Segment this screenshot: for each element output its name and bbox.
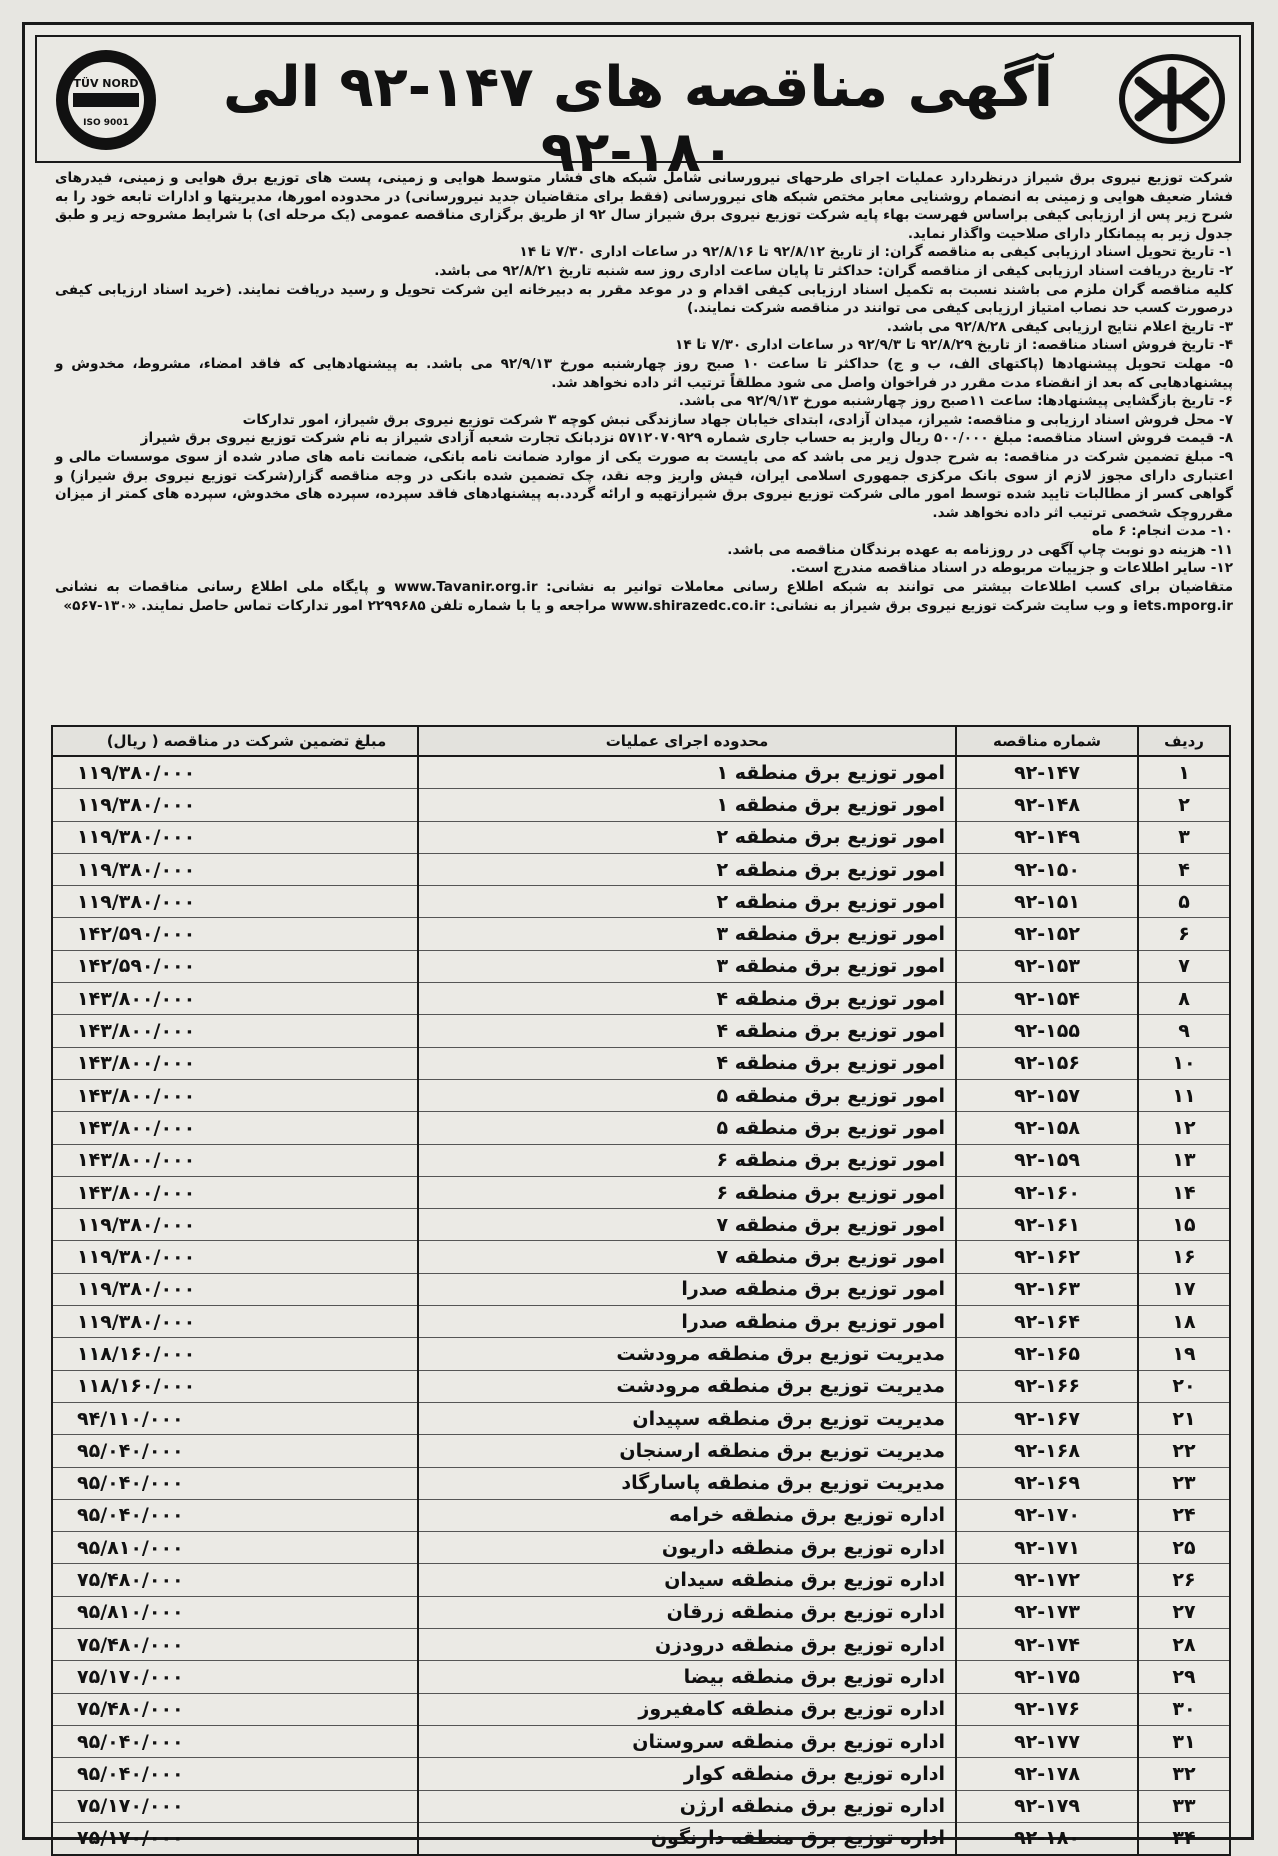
operation-area-cell: اداره توزیع برق منطقه درودزن: [418, 1629, 956, 1661]
row-number-cell: ۳۳: [1138, 1790, 1230, 1822]
row-number-cell: ۲۶: [1138, 1564, 1230, 1596]
table-row: [52, 821, 1230, 853]
operation-area-cell: امور توزیع برق منطقه ۱: [418, 756, 956, 789]
row-number-cell: ۱۹: [1138, 1338, 1230, 1370]
operation-area-cell: امور توزیع برق منطقه ۷: [418, 1241, 956, 1273]
operation-area-cell: امور توزیع برق منطقه صدرا: [418, 1306, 956, 1338]
guarantee-amount-cell: ۹۵/۸۱۰/۰۰۰: [52, 1532, 418, 1564]
tender-table: [51, 725, 1231, 1856]
operation-area-cell: امور توزیع برق منطقه ۶: [418, 1144, 956, 1176]
guarantee-amount-cell: ۱۱۹/۳۸۰/۰۰۰: [52, 853, 418, 885]
tender-number-cell: ۹۲-۱۴۹: [956, 821, 1138, 853]
operation-area-cell: امور توزیع برق منطقه ۴: [418, 983, 956, 1015]
intro-paragraph: شرکت توزیع نیروی برق شیراز درنظردارد عملیات اجرای طرحهای نیرورسانی شامل شبکه های فشار متوسط هوایی و زمینی، پست های توزیع برق هوایی و زمینی، فیدرهای فشار ضعیف هوایی و زمینی به انضمام روشنایی معابر مختص شبکه های نیرورسانی (فقط برای متقاضیان جدید نیرورسانی) در محدوده امورها، مدیریتها و ادارات تابعه خود را به شرح زیر پس از ارزیابی کیفی براساس فهرست بهاء پایه شرکت توزیع نیروی برق شیراز سال ۹۲ از طریق برگزاری مناقصه عمومی (یک مرحله ای) با شرایط مشروحه زیر و طبق جدول زیر به پیمانکار دارای صلاحیت واگذار نماید.: [55, 170, 1234, 242]
table-row: [52, 886, 1230, 918]
row-number-cell: ۹: [1138, 1015, 1230, 1047]
operation-area-cell: امور توزیع برق منطقه صدرا: [418, 1273, 956, 1305]
row-number-cell: ۲۰: [1138, 1370, 1230, 1402]
row-number-cell: ۲۱: [1138, 1402, 1230, 1434]
guarantee-amount-cell: ۱۴۳/۸۰۰/۰۰۰: [52, 983, 418, 1015]
operation-area-cell: امور توزیع برق منطقه ۴: [418, 1015, 956, 1047]
operation-area-cell: اداره توزیع برق منطقه بیضا: [418, 1661, 956, 1693]
condition-9: ۹- مبلغ تضمین شرکت در مناقصه: به شرح جدول زیر می باشد که می بایست به صورت یکی از موارد ضمانت نامه بانکی، ضمانت نامه های صادر شده از سوی موسسات مالی و اعتباری دارای مجوز لازم از سوی بانک مرکزی جمهوری اسلامی ایران، فیش واریز وجه نقد، چک تضمین شده بانکی در وجه مناقصه گزار(شرکت توزیع نیروی برق شیراز) و گواهی کسر از مطالبات تایید شده توسط امور مالی شرکت توزیع نیروی برق شیرازتهیه و ارائه گردد.به پیشنهادهای فاقد سپرده، سپرده های مخدوش، سپرده های کمتر از میزان مقرروچک شخصی ترتیب اثر داده نخواهد شد.: [55, 448, 1233, 521]
condition-6: ۶- تاریخ بازگشایی پیشنهادها: ساعت ۱۱صبح روز چهارشنبه مورخ ۹۲/۹/۱۳ می باشد.: [678, 393, 1233, 410]
guarantee-amount-cell: ۷۵/۴۸۰/۰۰۰: [52, 1564, 418, 1596]
tender-number-cell: ۹۲-۱۴۸: [956, 789, 1138, 821]
logo-brand-text: TÜV NORD: [73, 77, 139, 90]
tender-number-cell: ۹۲-۱۶۱: [956, 1209, 1138, 1241]
tender-number-cell: ۹۲-۱۷۶: [956, 1693, 1138, 1725]
tender-number-cell: ۹۲-۱۷۸: [956, 1758, 1138, 1790]
row-number-cell: ۸: [1138, 983, 1230, 1015]
tender-number-cell: ۹۲-۱۷۴: [956, 1629, 1138, 1661]
condition-2-note: کلیه مناقصه گران ملزم می باشند نسبت به تکمیل اسناد ارزیابی کیفی اقدام و در موعد مقرر به دبیرخانه این شرکت تحویل و رسید دریافت نمایند. (خرید اسناد ارزیابی کیفی درصورت کسب حد نصاب امتیاز ارزیابی کیفی می توانند در مناقصه شرکت نمایند.): [55, 281, 1233, 317]
table-row: [52, 853, 1230, 885]
operation-area-cell: مدیریت توزیع برق منطقه سپیدان: [418, 1402, 956, 1434]
operation-area-cell: امور توزیع برق منطقه ۲: [418, 886, 956, 918]
row-number-cell: ۳۴: [1138, 1822, 1230, 1855]
operation-area-cell: مدیریت توزیع برق منطقه پاسارگاد: [418, 1467, 956, 1499]
tender-number-cell: ۹۲-۱۶۲: [956, 1241, 1138, 1273]
guarantee-amount-cell: ۱۱۹/۳۸۰/۰۰۰: [52, 886, 418, 918]
tender-number-cell: ۹۲-۱۷۹: [956, 1790, 1138, 1822]
guarantee-amount-cell: ۱۴۳/۸۰۰/۰۰۰: [52, 1047, 418, 1079]
guarantee-amount-cell: ۱۱۹/۳۸۰/۰۰۰: [52, 1241, 418, 1273]
tender-number-cell: ۹۲-۱۵۱: [956, 886, 1138, 918]
tender-number-cell: ۹۲-۱۶۸: [956, 1435, 1138, 1467]
condition-11: ۱۱- هزینه دو نوبت چاپ آگهی در روزنامه به عهده برندگان مناقصه می باشد.: [727, 541, 1233, 558]
table-row: [52, 1402, 1230, 1434]
operation-area-cell: اداره توزیع برق منطقه داریون: [418, 1532, 956, 1564]
condition-7: ۷- محل فروش اسناد ارزیابی و مناقصه: شیراز، میدان آزادی، ابتدای خیابان جهاد سازندگی نبش کوچه ۳ شرکت توزیع نیروی برق شیراز، امور تدارکات: [242, 411, 1233, 428]
page-title: آگهی مناقصه های ۱۴۷-۹۲ الی ۱۸۰-۹۲: [223, 55, 1053, 185]
guarantee-amount-cell: ۱۱۸/۱۶۰/۰۰۰: [52, 1338, 418, 1370]
table-row: [52, 1241, 1230, 1273]
operation-area-cell: اداره توزیع برق منطقه سروستان: [418, 1725, 956, 1757]
tender-number-cell: ۹۲-۱۷۲: [956, 1564, 1138, 1596]
row-number-cell: ۱۲: [1138, 1112, 1230, 1144]
condition-3: ۳- تاریخ اعلام نتایج ارزیابی کیفی ۹۲/۸/۲۸ می باشد.: [886, 318, 1233, 335]
guarantee-amount-cell: ۷۵/۴۸۰/۰۰۰: [52, 1629, 418, 1661]
row-number-cell: ۱: [1138, 756, 1230, 789]
tender-number-cell: ۹۲-۱۷۵: [956, 1661, 1138, 1693]
operation-area-cell: اداره توزیع برق منطقه ارژن: [418, 1790, 956, 1822]
tender-number-cell: ۹۲-۱۵۰: [956, 853, 1138, 885]
table-row: [52, 1370, 1230, 1402]
header-guarantee-amount: مبلغ تضمین شرکت در مناقصه ( ریال): [52, 726, 418, 756]
row-number-cell: ۱۸: [1138, 1306, 1230, 1338]
table-row: [52, 1338, 1230, 1370]
guarantee-amount-cell: ۱۴۳/۸۰۰/۰۰۰: [52, 1144, 418, 1176]
table-row: [52, 950, 1230, 982]
operation-area-cell: اداره توزیع برق منطقه زرقان: [418, 1596, 956, 1628]
row-number-cell: ۳۰: [1138, 1693, 1230, 1725]
table-row: [52, 1047, 1230, 1079]
title-bar: [35, 35, 1241, 185]
table-row: [52, 1725, 1230, 1757]
tender-number-cell: ۹۲-۱۶۳: [956, 1273, 1138, 1305]
row-number-cell: ۷: [1138, 950, 1230, 982]
tuv-nord-iso-logo: [53, 47, 159, 153]
guarantee-amount-cell: ۷۵/۱۷۰/۰۰۰: [52, 1822, 418, 1855]
row-number-cell: ۱۵: [1138, 1209, 1230, 1241]
guarantee-amount-cell: ۹۵/۰۴۰/۰۰۰: [52, 1758, 418, 1790]
table-row: [52, 918, 1230, 950]
tender-number-cell: ۹۲-۱۵۸: [956, 1112, 1138, 1144]
guarantee-amount-cell: ۹۵/۰۴۰/۰۰۰: [52, 1499, 418, 1531]
tender-number-cell: ۹۲-۱۵۴: [956, 983, 1138, 1015]
notice-body: [55, 169, 1233, 615]
guarantee-amount-cell: ۱۴۲/۵۹۰/۰۰۰: [52, 950, 418, 982]
guarantee-amount-cell: ۱۱۹/۳۸۰/۰۰۰: [52, 1209, 418, 1241]
row-number-cell: ۱۳: [1138, 1144, 1230, 1176]
table-row: [52, 1015, 1230, 1047]
table-row: [52, 1209, 1230, 1241]
operation-area-cell: اداره توزیع برق منطقه خرامه: [418, 1499, 956, 1531]
guarantee-amount-cell: ۱۱۸/۱۶۰/۰۰۰: [52, 1370, 418, 1402]
logo-cert-text: ISO 9001: [83, 118, 129, 128]
guarantee-amount-cell: ۹۵/۰۴۰/۰۰۰: [52, 1435, 418, 1467]
table-row: [52, 1273, 1230, 1305]
tender-number-cell: ۹۲-۱۵۲: [956, 918, 1138, 950]
guarantee-amount-cell: ۱۴۲/۵۹۰/۰۰۰: [52, 918, 418, 950]
operation-area-cell: مدیریت توزیع برق منطقه مرودشت: [418, 1370, 956, 1402]
row-number-cell: ۵: [1138, 886, 1230, 918]
operation-area-cell: امور توزیع برق منطقه ۳: [418, 950, 956, 982]
row-number-cell: ۲۲: [1138, 1435, 1230, 1467]
header-operation-area: محدوده اجرای عملیات: [418, 726, 956, 756]
tender-number-cell: ۹۲-۱۵۳: [956, 950, 1138, 982]
operation-area-cell: اداره توزیع برق منطقه کامفیروز: [418, 1693, 956, 1725]
operation-area-cell: امور توزیع برق منطقه ۳: [418, 918, 956, 950]
guarantee-amount-cell: ۱۱۹/۳۸۰/۰۰۰: [52, 1273, 418, 1305]
row-number-cell: ۲۹: [1138, 1661, 1230, 1693]
guarantee-amount-cell: ۷۵/۱۷۰/۰۰۰: [52, 1790, 418, 1822]
guarantee-amount-cell: ۱۱۹/۳۸۰/۰۰۰: [52, 756, 418, 789]
row-number-cell: ۲: [1138, 789, 1230, 821]
row-number-cell: ۱۰: [1138, 1047, 1230, 1079]
table-row: [52, 1467, 1230, 1499]
row-number-cell: ۱۶: [1138, 1241, 1230, 1273]
condition-2: ۲- تاریخ دریافت اسناد ارزیابی کیفی از مناقصه گران: حداکثر تا پایان ساعت اداری روز سه شنبه تاریخ ۹۲/۸/۲۱ می باشد.: [434, 262, 1233, 279]
table-row: [52, 1661, 1230, 1693]
condition-12: ۱۲- سایر اطلاعات و جزییات مربوطه در اسناد مناقصه مندرج است.: [790, 560, 1233, 577]
tender-number-cell: ۹۲-۱۵۶: [956, 1047, 1138, 1079]
header-tender-number: شماره مناقصه: [956, 726, 1138, 756]
operation-area-cell: مدیریت توزیع برق منطقه مرودشت: [418, 1338, 956, 1370]
table-row: [52, 1693, 1230, 1725]
row-number-cell: ۱۱: [1138, 1079, 1230, 1111]
tavanir-logo: [1117, 51, 1227, 147]
table-row: [52, 1435, 1230, 1467]
operation-area-cell: امور توزیع برق منطقه ۲: [418, 853, 956, 885]
row-number-cell: ۳: [1138, 821, 1230, 853]
operation-area-cell: اداره توزیع برق منطقه سیدان: [418, 1564, 956, 1596]
tender-number-cell: ۹۲-۱۷۱: [956, 1532, 1138, 1564]
operation-area-cell: امور توزیع برق منطقه ۱: [418, 789, 956, 821]
table-row: [52, 1499, 1230, 1531]
table-row: [52, 1306, 1230, 1338]
table-row: [52, 1176, 1230, 1208]
tender-number-cell: ۹۲-۱۵۷: [956, 1079, 1138, 1111]
tender-number-cell: ۹۲-۱۷۰: [956, 1499, 1138, 1531]
operation-area-cell: مدیریت توزیع برق منطقه ارسنجان: [418, 1435, 956, 1467]
tender-number-cell: ۹۲-۱۷۷: [956, 1725, 1138, 1757]
operation-area-cell: اداره توزیع برق منطقه دارنگون: [418, 1822, 956, 1855]
row-number-cell: ۶: [1138, 918, 1230, 950]
tender-number-cell: ۹۲-۱۶۶: [956, 1370, 1138, 1402]
guarantee-amount-cell: ۹۵/۰۴۰/۰۰۰: [52, 1467, 418, 1499]
table-body: [52, 756, 1230, 1855]
operation-area-cell: امور توزیع برق منطقه ۵: [418, 1079, 956, 1111]
guarantee-amount-cell: ۱۱۹/۳۸۰/۰۰۰: [52, 1306, 418, 1338]
operation-area-cell: امور توزیع برق منطقه ۵: [418, 1112, 956, 1144]
row-number-cell: ۲۴: [1138, 1499, 1230, 1531]
tender-number-cell: ۹۲-۱۸۰: [956, 1822, 1138, 1855]
guarantee-amount-cell: ۷۵/۱۷۰/۰۰۰: [52, 1661, 418, 1693]
table-row: [52, 1790, 1230, 1822]
condition-10: ۱۰- مدت انجام: ۶ ماه: [1091, 523, 1233, 540]
guarantee-amount-cell: ۱۴۳/۸۰۰/۰۰۰: [52, 1176, 418, 1208]
guarantee-amount-cell: ۱۱۹/۳۸۰/۰۰۰: [52, 789, 418, 821]
guarantee-amount-cell: ۹۴/۱۱۰/۰۰۰: [52, 1402, 418, 1434]
operation-area-cell: امور توزیع برق منطقه ۷: [418, 1209, 956, 1241]
row-number-cell: ۳۱: [1138, 1725, 1230, 1757]
row-number-cell: ۲۷: [1138, 1596, 1230, 1628]
row-number-cell: ۲۵: [1138, 1532, 1230, 1564]
condition-4: ۴- تاریخ فروش اسناد مناقصه: از تاریخ ۹۲/۸/۲۹ تا ۹۲/۹/۳ در ساعات اداری ۷/۳۰ تا ۱۴: [675, 337, 1233, 354]
condition-5: ۵- مهلت تحویل پیشنهادها (پاکتهای الف، ب و ج) حداکثر تا ساعت ۱۰ صبح روز چهارشنبه مورخ ۹۲/۹/۱۳ می باشد. به پیشنهادهایی که فاقد امضاء، مشروط، مخدوش و پیشنهادهایی که بعد از انقضاء مدت مقرر در فراخوان واصل می شود مطلقاً ترتیب اثر داده نخواهد شد.: [55, 355, 1233, 391]
tender-number-cell: ۹۲-۱۵۵: [956, 1015, 1138, 1047]
row-number-cell: ۴: [1138, 853, 1230, 885]
operation-area-cell: امور توزیع برق منطقه ۲: [418, 821, 956, 853]
guarantee-amount-cell: ۷۵/۴۸۰/۰۰۰: [52, 1693, 418, 1725]
guarantee-amount-cell: ۱۴۳/۸۰۰/۰۰۰: [52, 1112, 418, 1144]
row-number-cell: ۲۸: [1138, 1629, 1230, 1661]
table-row: [52, 1079, 1230, 1111]
table-row: [52, 983, 1230, 1015]
condition-1: ۱- تاریخ تحویل اسناد ارزیابی کیفی به مناقصه گران: از تاریخ ۹۲/۸/۱۲ تا ۹۲/۸/۱۶ در ساعات اداری ۷/۳۰ تا ۱۴: [519, 244, 1233, 261]
table-row: [52, 1758, 1230, 1790]
guarantee-amount-cell: ۱۴۳/۸۰۰/۰۰۰: [52, 1079, 418, 1111]
table-row: [52, 1822, 1230, 1855]
guarantee-amount-cell: ۹۵/۰۴۰/۰۰۰: [52, 1725, 418, 1757]
table-row: [52, 1564, 1230, 1596]
tender-number-cell: ۹۲-۱۴۷: [956, 756, 1138, 789]
tender-number-cell: ۹۲-۱۵۹: [956, 1144, 1138, 1176]
tender-number-cell: ۹۲-۱۶۴: [956, 1306, 1138, 1338]
tender-number-cell: ۹۲-۱۶۵: [956, 1338, 1138, 1370]
contact-info: متقاضیان برای کسب اطلاعات بیشتر می توانند به شبکه اطلاع رسانی معاملات توانیر به نشانی: www.Tavanir.org.ir و پایگاه ملی اطلاع رسانی مناقصات به نشانی iets.mporg.ir و وب سایت شرکت توزیع نیروی برق شیراز به نشانی: www.shirazedc.co.ir مراجعه و یا با شماره تلفن ۲۲۹۹۶۸۵ امور تدارکات تماس حاصل نمایند. «۱۳۰-۵۶۷»: [55, 579, 1233, 614]
tender-number-cell: ۹۲-۱۷۳: [956, 1596, 1138, 1628]
table-row: [52, 1532, 1230, 1564]
row-number-cell: ۱۴: [1138, 1176, 1230, 1208]
row-number-cell: ۲۳: [1138, 1467, 1230, 1499]
guarantee-amount-cell: ۹۵/۸۱۰/۰۰۰: [52, 1596, 418, 1628]
condition-8: ۸- قیمت فروش اسناد مناقصه: مبلغ ۵۰۰/۰۰۰ ریال واریز به حساب جاری شماره ۵۷۱۲۰۷۰۹۲۹ نزدبانک تجارت شعبه آزادی شیراز به نام شرکت توزیع نیروی برق شیراز: [140, 430, 1233, 447]
table-row: [52, 1144, 1230, 1176]
operation-area-cell: امور توزیع برق منطقه ۴: [418, 1047, 956, 1079]
table-row: [52, 756, 1230, 789]
row-number-cell: ۳۲: [1138, 1758, 1230, 1790]
table-row: [52, 789, 1230, 821]
operation-area-cell: امور توزیع برق منطقه ۶: [418, 1176, 956, 1208]
tender-number-cell: ۹۲-۱۶۷: [956, 1402, 1138, 1434]
row-number-cell: ۱۷: [1138, 1273, 1230, 1305]
tender-number-cell: ۹۲-۱۶۰: [956, 1176, 1138, 1208]
header-row-number: ردیف: [1138, 726, 1230, 756]
tender-notice: [22, 22, 1254, 1850]
table-row: [52, 1596, 1230, 1628]
guarantee-amount-cell: ۱۱۹/۳۸۰/۰۰۰: [52, 821, 418, 853]
table-row: [52, 1629, 1230, 1661]
operation-area-cell: اداره توزیع برق منطقه کوار: [418, 1758, 956, 1790]
tender-number-cell: ۹۲-۱۶۹: [956, 1467, 1138, 1499]
guarantee-amount-cell: ۱۴۳/۸۰۰/۰۰۰: [52, 1015, 418, 1047]
table-row: [52, 1112, 1230, 1144]
table-header-row: [52, 726, 1230, 756]
